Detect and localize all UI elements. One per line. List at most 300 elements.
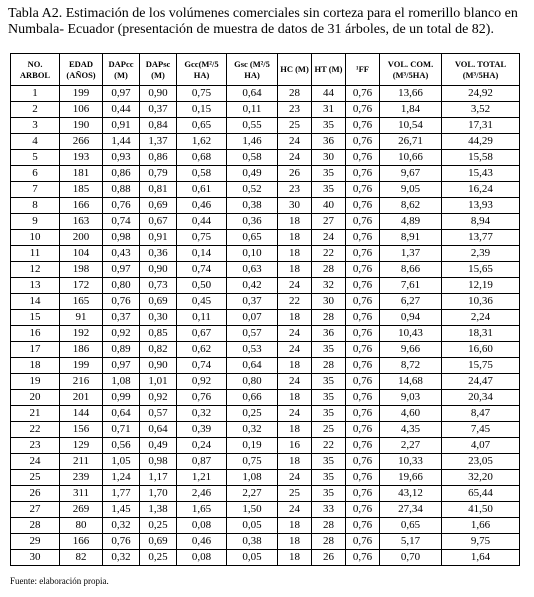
table-row — [11, 486, 520, 502]
table-cell: 0,87 — [177, 454, 227, 470]
table-cell: 0,76 — [346, 310, 380, 326]
table-cell: 18 — [278, 310, 312, 326]
table-cell: 172 — [60, 278, 103, 294]
table-cell: 0,92 — [140, 390, 177, 406]
table-cell: 0,74 — [177, 358, 227, 374]
table-cell: 0,10 — [227, 246, 278, 262]
table-cell: 0,91 — [103, 118, 140, 134]
table-cell: 30 — [278, 198, 312, 214]
table-cell: 1,38 — [140, 502, 177, 518]
table-cell: 8,91 — [380, 230, 442, 246]
table-cell: 0,19 — [227, 438, 278, 454]
table-cell: 8,62 — [380, 198, 442, 214]
table-cell: 1 — [11, 86, 60, 102]
table-cell: 0,89 — [103, 342, 140, 358]
table-cell: 14,68 — [380, 374, 442, 390]
table-cell: 0,46 — [177, 198, 227, 214]
table-cell: 35 — [312, 470, 346, 486]
table-cell: 8,72 — [380, 358, 442, 374]
table-cell: 30 — [312, 294, 346, 310]
table-cell: 24 — [278, 470, 312, 486]
table-cell: 9,05 — [380, 182, 442, 198]
table-cell: 32 — [312, 278, 346, 294]
table-cell: 0,76 — [346, 214, 380, 230]
table-cell: 165 — [60, 294, 103, 310]
table-cell: 198 — [60, 262, 103, 278]
table-row — [11, 134, 520, 150]
table-row — [11, 406, 520, 422]
table-cell: 2,27 — [227, 486, 278, 502]
table-cell: 25 — [312, 422, 346, 438]
table-cell: 18 — [278, 422, 312, 438]
table-cell: 15,58 — [442, 150, 520, 166]
table-cell: 0,74 — [177, 262, 227, 278]
table-cell: 200 — [60, 230, 103, 246]
table-cell: 106 — [60, 102, 103, 118]
column-header — [346, 54, 380, 86]
column-header-line: DAPcc — [108, 58, 134, 69]
table-row — [11, 438, 520, 454]
table-cell: 24 — [278, 374, 312, 390]
table-cell: 1,37 — [140, 134, 177, 150]
table-cell: 29 — [11, 534, 60, 550]
table-cell: 186 — [60, 342, 103, 358]
table-cell: 311 — [60, 486, 103, 502]
table-cell: 0,76 — [346, 374, 380, 390]
column-header-unit: (M³/5HA) — [392, 69, 429, 80]
column-header-line: VOL. COM. — [387, 58, 434, 69]
table-cell: 0,37 — [140, 102, 177, 118]
column-header-unit: (M³/5HA) — [462, 69, 499, 80]
table-cell: 8,47 — [442, 406, 520, 422]
table-cell: 0,05 — [227, 550, 278, 566]
table-cell: 0,08 — [177, 518, 227, 534]
table-cell: 1,64 — [442, 550, 520, 566]
table-cell: 0,76 — [346, 182, 380, 198]
table-cell: 0,76 — [346, 230, 380, 246]
table-cell: 18 — [278, 550, 312, 566]
table-cell: 36 — [312, 134, 346, 150]
table-cell: 82 — [60, 550, 103, 566]
table-cell: 22 — [312, 246, 346, 262]
volume-table — [10, 53, 520, 566]
table-cell: 0,76 — [346, 358, 380, 374]
table-cell: 2,24 — [442, 310, 520, 326]
table-cell: 35 — [312, 118, 346, 134]
table-cell: 0,86 — [103, 166, 140, 182]
table-cell: 0,90 — [140, 86, 177, 102]
table-cell: 0,92 — [103, 326, 140, 342]
column-header — [312, 54, 346, 86]
table-cell: 3,52 — [442, 102, 520, 118]
table-cell: 28 — [312, 310, 346, 326]
table-cell: 0,50 — [177, 278, 227, 294]
table-cell: 0,76 — [346, 422, 380, 438]
table-cell: 0,63 — [227, 262, 278, 278]
column-header-line: HC (M) — [280, 64, 309, 74]
table-cell: 2,46 — [177, 486, 227, 502]
table-cell: 17 — [11, 342, 60, 358]
column-header-line: Gsc (M²/5 — [234, 58, 270, 69]
table-cell: 18 — [11, 358, 60, 374]
table-cell: 23,05 — [442, 454, 520, 470]
table-cell: 0,68 — [177, 150, 227, 166]
table-cell: 7,61 — [380, 278, 442, 294]
table-row — [11, 230, 520, 246]
column-header-line: EDAD — [68, 58, 94, 69]
table-cell: 0,58 — [177, 166, 227, 182]
table-cell: 0,32 — [103, 550, 140, 566]
column-header-line: DAPsc — [145, 58, 171, 69]
column-header — [140, 54, 177, 86]
table-cell: 26 — [312, 550, 346, 566]
column-header — [278, 54, 312, 86]
table-cell: 0,36 — [227, 214, 278, 230]
table-cell: 0,11 — [177, 310, 227, 326]
table-cell: 0,82 — [140, 342, 177, 358]
table-cell: 24 — [278, 134, 312, 150]
table-cell: 0,08 — [177, 550, 227, 566]
table-cell: 22 — [278, 294, 312, 310]
table-cell: 16,24 — [442, 182, 520, 198]
table-cell: 0,45 — [177, 294, 227, 310]
table-cell: 0,76 — [346, 118, 380, 134]
table-cell: 0,64 — [140, 422, 177, 438]
table-cell: 65,44 — [442, 486, 520, 502]
table-cell: 0,80 — [227, 374, 278, 390]
table-cell: 13,77 — [442, 230, 520, 246]
column-header-unit: HA) — [244, 69, 260, 80]
table-cell: 10 — [11, 230, 60, 246]
table-cell: 40 — [312, 198, 346, 214]
table-cell: 26 — [278, 166, 312, 182]
table-cell: 18 — [278, 246, 312, 262]
table-cell: 1,08 — [227, 470, 278, 486]
table-cell: 0,37 — [103, 310, 140, 326]
table-cell: 0,93 — [103, 150, 140, 166]
table-cell: 192 — [60, 326, 103, 342]
table-cell: 0,91 — [140, 230, 177, 246]
table-cell: 0,75 — [177, 86, 227, 102]
table-cell: 13,66 — [380, 86, 442, 102]
table-cell: 199 — [60, 86, 103, 102]
table-cell: 2,39 — [442, 246, 520, 262]
table-cell: 0,57 — [140, 406, 177, 422]
table-cell: 28 — [312, 534, 346, 550]
table-cell: 0,67 — [140, 214, 177, 230]
table-cell: 6 — [11, 166, 60, 182]
table-cell: 0,44 — [103, 102, 140, 118]
table-row — [11, 502, 520, 518]
table-cell: 25 — [11, 470, 60, 486]
table-cell: 10,54 — [380, 118, 442, 134]
table-cell: 269 — [60, 502, 103, 518]
table-cell: 13,93 — [442, 198, 520, 214]
table-row — [11, 342, 520, 358]
table-row — [11, 294, 520, 310]
table-cell: 18 — [278, 214, 312, 230]
table-cell: 0,97 — [103, 358, 140, 374]
table-cell: 193 — [60, 150, 103, 166]
table-cell: 0,55 — [227, 118, 278, 134]
column-header-unit: (M) — [151, 69, 165, 80]
table-row — [11, 278, 520, 294]
table-cell: 0,15 — [177, 102, 227, 118]
table-cell: 24,47 — [442, 374, 520, 390]
table-cell: 1,45 — [103, 502, 140, 518]
table-cell: 17,31 — [442, 118, 520, 134]
table-cell: 0,05 — [227, 518, 278, 534]
table-cell: 0,85 — [140, 326, 177, 342]
table-row — [11, 198, 520, 214]
table-cell: 185 — [60, 182, 103, 198]
table-cell: 0,94 — [380, 310, 442, 326]
table-cell: 26 — [11, 486, 60, 502]
table-cell: 4,89 — [380, 214, 442, 230]
table-cell: 0,14 — [177, 246, 227, 262]
table-cell: 0,81 — [140, 182, 177, 198]
table-cell: 0,97 — [103, 262, 140, 278]
table-cell: 15,65 — [442, 262, 520, 278]
table-cell: 3 — [11, 118, 60, 134]
table-cell: 0,65 — [380, 518, 442, 534]
table-cell: 201 — [60, 390, 103, 406]
column-header-unit: (M) — [114, 69, 128, 80]
table-cell: 28 — [278, 86, 312, 102]
table-cell: 5,17 — [380, 534, 442, 550]
table-cell: 0,76 — [346, 102, 380, 118]
table-cell: 13 — [11, 278, 60, 294]
table-cell: 0,98 — [140, 454, 177, 470]
table-cell: 6,27 — [380, 294, 442, 310]
table-cell: 91 — [60, 310, 103, 326]
table-cell: 24 — [278, 150, 312, 166]
table-cell: 0,65 — [177, 118, 227, 134]
table-cell: 0,73 — [140, 278, 177, 294]
table-row — [11, 166, 520, 182]
table-cell: 0,42 — [227, 278, 278, 294]
table-cell: 23 — [278, 102, 312, 118]
table-cell: 4 — [11, 134, 60, 150]
table-cell: 1,77 — [103, 486, 140, 502]
table-cell: 0,97 — [103, 86, 140, 102]
table-cell: 24 — [278, 502, 312, 518]
table-cell: 0,99 — [103, 390, 140, 406]
table-cell: 28 — [312, 518, 346, 534]
table-cell: 0,38 — [227, 198, 278, 214]
table-cell: 0,76 — [346, 470, 380, 486]
table-cell: 20 — [11, 390, 60, 406]
table-cell: 24 — [278, 326, 312, 342]
table-cell: 0,76 — [346, 550, 380, 566]
table-row — [11, 118, 520, 134]
table-cell: 0,98 — [103, 230, 140, 246]
table-cell: 1,01 — [140, 374, 177, 390]
table-cell: 0,76 — [103, 294, 140, 310]
table-cell: 35 — [312, 454, 346, 470]
table-cell: 0,32 — [227, 422, 278, 438]
table-cell: 144 — [60, 406, 103, 422]
table-cell: 0,76 — [346, 502, 380, 518]
table-cell: 0,76 — [346, 246, 380, 262]
caption-line-2: Numbala- Ecuador (presentación de muestra de datos de 31 árboles, de un total de 82). — [8, 22, 494, 37]
table-cell: 0,76 — [346, 518, 380, 534]
table-cell: 0,75 — [227, 454, 278, 470]
table-cell: 35 — [312, 342, 346, 358]
table-cell: 0,70 — [380, 550, 442, 566]
table-cell: 0,32 — [103, 518, 140, 534]
table-cell: 0,36 — [140, 246, 177, 262]
table-cell: 7,45 — [442, 422, 520, 438]
table-caption — [8, 6, 528, 38]
table-cell: 0,69 — [140, 198, 177, 214]
table-cell: 10,36 — [442, 294, 520, 310]
table-cell: 0,64 — [227, 358, 278, 374]
table-row — [11, 534, 520, 550]
table-cell: 0,49 — [227, 166, 278, 182]
column-header-unit: ARBOL — [19, 69, 51, 80]
table-cell: 8 — [11, 198, 60, 214]
table-cell: 0,79 — [140, 166, 177, 182]
table-cell: 1,66 — [442, 518, 520, 534]
table-cell: 0,76 — [177, 390, 227, 406]
table-cell: 24 — [11, 454, 60, 470]
table-cell: 0,76 — [346, 326, 380, 342]
table-cell: 9,03 — [380, 390, 442, 406]
table-cell: 0,76 — [346, 166, 380, 182]
table-cell: 0,75 — [177, 230, 227, 246]
table-cell: 0,25 — [140, 550, 177, 566]
table-cell: 0,24 — [177, 438, 227, 454]
table-cell: 1,65 — [177, 502, 227, 518]
table-cell: 1,84 — [380, 102, 442, 118]
table-cell: 35 — [312, 390, 346, 406]
table-row — [11, 454, 520, 470]
column-header — [442, 54, 520, 86]
table-cell: 1,21 — [177, 470, 227, 486]
table-cell: 0,58 — [227, 150, 278, 166]
table-cell: 80 — [60, 518, 103, 534]
table-cell: 166 — [60, 534, 103, 550]
table-cell: 0,67 — [177, 326, 227, 342]
table-row — [11, 246, 520, 262]
table-cell: 0,76 — [346, 278, 380, 294]
table-cell: 0,25 — [140, 518, 177, 534]
table-cell: 35 — [312, 166, 346, 182]
table-cell: 35 — [312, 182, 346, 198]
table-body — [11, 86, 520, 566]
table-cell: 1,50 — [227, 502, 278, 518]
table-cell: 0,61 — [177, 182, 227, 198]
table-cell: 30 — [11, 550, 60, 566]
table-cell: 239 — [60, 470, 103, 486]
table-cell: 24 — [312, 230, 346, 246]
table-cell: 10,66 — [380, 150, 442, 166]
table-cell: 0,76 — [346, 150, 380, 166]
table-row — [11, 262, 520, 278]
table-cell: 15,43 — [442, 166, 520, 182]
table-cell: 0,76 — [346, 86, 380, 102]
table-cell: 0,46 — [177, 534, 227, 550]
table-cell: 0,80 — [103, 278, 140, 294]
table-cell: 21 — [11, 406, 60, 422]
table-cell: 4,07 — [442, 438, 520, 454]
table-row — [11, 358, 520, 374]
table-cell: 24 — [278, 342, 312, 358]
table-cell: 44 — [312, 86, 346, 102]
table-cell: 0,88 — [103, 182, 140, 198]
table-cell: 0,76 — [103, 534, 140, 550]
table-cell: 27 — [312, 214, 346, 230]
table-cell: 181 — [60, 166, 103, 182]
table-cell: 0,90 — [140, 262, 177, 278]
table-cell: 18 — [278, 358, 312, 374]
table-cell: 0,76 — [346, 438, 380, 454]
table-cell: 1,17 — [140, 470, 177, 486]
column-header-line: Gcc(M²/5 — [184, 58, 219, 69]
table-row — [11, 182, 520, 198]
table-cell: 0,92 — [177, 374, 227, 390]
table-cell: 28 — [312, 262, 346, 278]
table-cell: 0,30 — [140, 310, 177, 326]
table-cell: 22 — [11, 422, 60, 438]
column-header-unit: (AÑOS) — [66, 69, 96, 80]
table-cell: 1,46 — [227, 134, 278, 150]
table-cell: 0,66 — [227, 390, 278, 406]
table-cell: 16 — [11, 326, 60, 342]
table-cell: 0,76 — [346, 294, 380, 310]
column-header — [227, 54, 278, 86]
table-cell: 1,37 — [380, 246, 442, 262]
table-cell: 28 — [312, 358, 346, 374]
table-cell: 35 — [312, 374, 346, 390]
table-cell: 0,76 — [346, 342, 380, 358]
table-cell: 25 — [278, 118, 312, 134]
table-cell: 0,43 — [103, 246, 140, 262]
table-cell: 18 — [278, 230, 312, 246]
table-cell: 0,84 — [140, 118, 177, 134]
table-cell: 190 — [60, 118, 103, 134]
table-cell: 30 — [312, 150, 346, 166]
table-cell: 216 — [60, 374, 103, 390]
table-row — [11, 470, 520, 486]
column-header-unit: HA) — [193, 69, 210, 80]
table-cell: 18 — [278, 390, 312, 406]
column-header-line: HT (M) — [314, 64, 343, 74]
table-cell: 1,62 — [177, 134, 227, 150]
table-cell: 1,70 — [140, 486, 177, 502]
table-cell: 22 — [312, 438, 346, 454]
table-row — [11, 214, 520, 230]
table-cell: 35 — [312, 486, 346, 502]
table-cell: 18,31 — [442, 326, 520, 342]
table-cell: 1,05 — [103, 454, 140, 470]
table-cell: 36 — [312, 326, 346, 342]
table-cell: 41,50 — [442, 502, 520, 518]
table-cell: 0,76 — [346, 262, 380, 278]
table-cell: 9,75 — [442, 534, 520, 550]
table-cell: 1,08 — [103, 374, 140, 390]
table-cell: 156 — [60, 422, 103, 438]
table-cell: 10,43 — [380, 326, 442, 342]
table-cell: 15 — [11, 310, 60, 326]
table-cell: 24 — [278, 406, 312, 422]
table-cell: 16 — [278, 438, 312, 454]
table-cell: 0,69 — [140, 534, 177, 550]
table-cell: 27 — [11, 502, 60, 518]
table-cell: 8,94 — [442, 214, 520, 230]
table-cell: 23 — [11, 438, 60, 454]
